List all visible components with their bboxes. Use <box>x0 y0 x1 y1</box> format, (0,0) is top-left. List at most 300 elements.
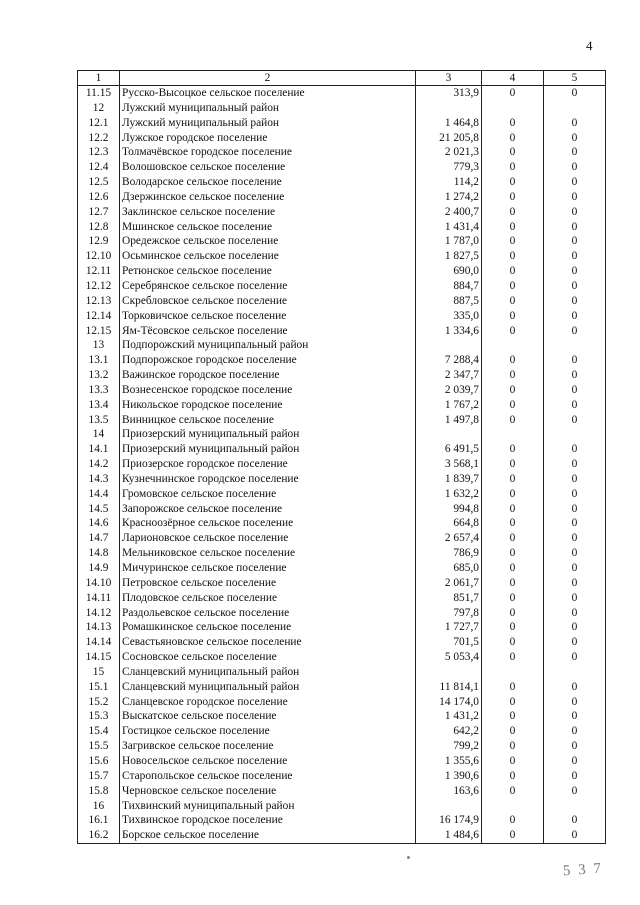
municipality-name-cell: Сланцевский муниципальный район <box>120 665 416 680</box>
col4-value-cell: 0 <box>482 606 544 621</box>
table-row <box>78 101 606 116</box>
amount-cell: 797,8 <box>416 606 482 621</box>
col4-value-cell: 0 <box>482 591 544 606</box>
row-number-cell: 15.5 <box>78 739 120 754</box>
municipality-name-cell: Осьминское сельское поселение <box>120 249 416 264</box>
col4-value-cell <box>482 338 544 353</box>
col4-value-cell: 0 <box>482 383 544 398</box>
amount-cell: 14 174,0 <box>416 695 482 710</box>
col4-value-cell: 0 <box>482 769 544 784</box>
row-number-cell: 14 <box>78 427 120 442</box>
row-number-cell: 12.11 <box>78 264 120 279</box>
col4-value-cell: 0 <box>482 650 544 665</box>
table-row <box>78 309 606 324</box>
amount-cell: 2 061,7 <box>416 576 482 591</box>
header-col-2: 2 <box>120 71 416 86</box>
table-row <box>78 695 606 710</box>
row-number-cell: 13 <box>78 338 120 353</box>
amount-cell: 994,8 <box>416 502 482 517</box>
col4-value-cell: 0 <box>482 368 544 383</box>
municipality-name-cell: Подпорожский муниципальный район <box>120 338 416 353</box>
row-number-cell: 14.7 <box>78 531 120 546</box>
amount-cell: 114,2 <box>416 175 482 190</box>
row-number-cell: 16.1 <box>78 813 120 828</box>
col4-value-cell: 0 <box>482 190 544 205</box>
municipality-name-cell: Раздольевское сельское поселение <box>120 606 416 621</box>
row-number-cell: 14.8 <box>78 546 120 561</box>
amount-cell: 1 431,4 <box>416 220 482 235</box>
table-row <box>78 398 606 413</box>
col5-value-cell: 0 <box>544 220 606 235</box>
row-number-cell: 12.15 <box>78 324 120 339</box>
col5-value-cell: 0 <box>544 131 606 146</box>
amount-cell: 1 334,6 <box>416 324 482 339</box>
row-number-cell: 14.6 <box>78 516 120 531</box>
col4-value-cell: 0 <box>482 620 544 635</box>
municipality-name-cell: Красноозёрное сельское поселение <box>120 516 416 531</box>
municipality-name-cell: Плодовское сельское поселение <box>120 591 416 606</box>
col4-value-cell: 0 <box>482 234 544 249</box>
municipality-name-cell: Оредежское сельское поселение <box>120 234 416 249</box>
table-row <box>78 264 606 279</box>
col5-value-cell: 0 <box>544 769 606 784</box>
amount-cell: 335,0 <box>416 309 482 324</box>
municipality-name-cell: Выскатское сельское поселение <box>120 709 416 724</box>
amount-cell: 884,7 <box>416 279 482 294</box>
col4-value-cell: 0 <box>482 145 544 160</box>
amount-cell: 2 021,3 <box>416 145 482 160</box>
table-row <box>78 175 606 190</box>
municipality-name-cell: Подпорожское городское поселение <box>120 353 416 368</box>
col4-value-cell: 0 <box>482 220 544 235</box>
municipality-name-cell: Ретюнское сельское поселение <box>120 264 416 279</box>
amount-cell: 1 484,6 <box>416 828 482 843</box>
row-number-cell: 15.1 <box>78 680 120 695</box>
municipality-name-cell: Скребловское сельское поселение <box>120 294 416 309</box>
amount-cell: 16 174,9 <box>416 813 482 828</box>
header-row <box>78 71 606 86</box>
municipality-name-cell: Русско-Высоцкое сельское поселение <box>120 86 416 101</box>
col4-value-cell: 0 <box>482 531 544 546</box>
col5-value-cell: 0 <box>544 145 606 160</box>
row-number-cell: 14.15 <box>78 650 120 665</box>
col5-value-cell: 0 <box>544 279 606 294</box>
row-number-cell: 12.10 <box>78 249 120 264</box>
row-number-cell: 13.2 <box>78 368 120 383</box>
col4-value-cell: 0 <box>482 709 544 724</box>
row-number-cell: 12.2 <box>78 131 120 146</box>
table-row <box>78 190 606 205</box>
table-row <box>78 680 606 695</box>
row-number-cell: 12.6 <box>78 190 120 205</box>
municipality-name-cell: Мшинское сельское поселение <box>120 220 416 235</box>
col4-value-cell: 0 <box>482 249 544 264</box>
amount-cell: 21 205,8 <box>416 131 482 146</box>
table-row <box>78 487 606 502</box>
col5-value-cell: 0 <box>544 383 606 398</box>
table-row <box>78 368 606 383</box>
col4-value-cell: 0 <box>482 680 544 695</box>
municipality-name-cell: Громовское сельское поселение <box>120 487 416 502</box>
col5-value-cell <box>544 427 606 442</box>
row-number-cell: 14.2 <box>78 457 120 472</box>
amount-cell: 690,0 <box>416 264 482 279</box>
col5-value-cell: 0 <box>544 324 606 339</box>
amount-cell: 11 814,1 <box>416 680 482 695</box>
col5-value-cell: 0 <box>544 546 606 561</box>
col4-value-cell: 0 <box>482 309 544 324</box>
col4-value-cell: 0 <box>482 754 544 769</box>
table-row <box>78 279 606 294</box>
col5-value-cell: 0 <box>544 175 606 190</box>
amount-cell: 1 632,2 <box>416 487 482 502</box>
amount-cell: 1 827,5 <box>416 249 482 264</box>
row-number-cell: 12.9 <box>78 234 120 249</box>
col4-value-cell: 0 <box>482 576 544 591</box>
row-number-cell: 13.3 <box>78 383 120 398</box>
col5-value-cell <box>544 665 606 680</box>
municipality-name-cell: Ям-Тёсовское сельское поселение <box>120 324 416 339</box>
municipality-name-cell: Кузнечнинское городское поселение <box>120 472 416 487</box>
col5-value-cell: 0 <box>544 249 606 264</box>
col5-value-cell <box>544 338 606 353</box>
col4-value-cell: 0 <box>482 279 544 294</box>
municipality-name-cell: Дзержинское сельское поселение <box>120 190 416 205</box>
municipality-name-cell: Лужское городское поселение <box>120 131 416 146</box>
row-number-cell: 12.3 <box>78 145 120 160</box>
municipality-name-cell: Новосельское сельское поселение <box>120 754 416 769</box>
table-row <box>78 620 606 635</box>
amount-cell: 1 464,8 <box>416 116 482 131</box>
col5-value-cell: 0 <box>544 591 606 606</box>
table-row <box>78 546 606 561</box>
row-number-cell: 15 <box>78 665 120 680</box>
table-row <box>78 324 606 339</box>
municipality-name-cell: Толмачёвское городское поселение <box>120 145 416 160</box>
table-row <box>78 709 606 724</box>
amount-cell: 2 347,7 <box>416 368 482 383</box>
municipality-name-cell: Ларионовское сельское поселение <box>120 531 416 546</box>
municipality-name-cell: Никольское городское поселение <box>120 398 416 413</box>
amount-cell: 851,7 <box>416 591 482 606</box>
row-number-cell: 13.1 <box>78 353 120 368</box>
row-number-cell: 14.12 <box>78 606 120 621</box>
amount-cell: 1 767,2 <box>416 398 482 413</box>
table-header <box>78 71 606 86</box>
municipality-name-cell: Черновское сельское поселение <box>120 784 416 799</box>
handwritten-page-mark: 5 3 7 <box>562 860 604 880</box>
amount-cell: 1 431,2 <box>416 709 482 724</box>
row-number-cell: 15.8 <box>78 784 120 799</box>
col5-value-cell: 0 <box>544 205 606 220</box>
amount-cell: 685,0 <box>416 561 482 576</box>
col4-value-cell: 0 <box>482 86 544 101</box>
table-row <box>78 294 606 309</box>
municipality-name-cell: Вознесенское городское поселение <box>120 383 416 398</box>
table-row <box>78 160 606 175</box>
table-row <box>78 561 606 576</box>
table-row <box>78 576 606 591</box>
municipality-name-cell: Старопольское сельское поселение <box>120 769 416 784</box>
row-number-cell: 14.11 <box>78 591 120 606</box>
amount-cell: 163,6 <box>416 784 482 799</box>
table-row <box>78 205 606 220</box>
row-number-cell: 12.7 <box>78 205 120 220</box>
table-row <box>78 427 606 442</box>
table-row <box>78 116 606 131</box>
table-row <box>78 769 606 784</box>
amount-cell: 2 657,4 <box>416 531 482 546</box>
amount-cell: 799,2 <box>416 739 482 754</box>
municipality-name-cell: Винницкое сельское поселение <box>120 413 416 428</box>
row-number-cell: 14.9 <box>78 561 120 576</box>
header-col-1: 1 <box>78 71 120 86</box>
col4-value-cell: 0 <box>482 442 544 457</box>
col5-value-cell: 0 <box>544 709 606 724</box>
col5-value-cell: 0 <box>544 309 606 324</box>
row-number-cell: 14.4 <box>78 487 120 502</box>
col5-value-cell: 0 <box>544 502 606 517</box>
table-row <box>78 799 606 814</box>
municipality-name-cell: Петровское сельское поселение <box>120 576 416 591</box>
amount-cell: 6 491,5 <box>416 442 482 457</box>
municipality-name-cell: Сланцевский муниципальный район <box>120 680 416 695</box>
budget-table <box>77 70 606 844</box>
col5-value-cell: 0 <box>544 724 606 739</box>
amount-cell: 1 839,7 <box>416 472 482 487</box>
row-number-cell: 14.5 <box>78 502 120 517</box>
col5-value-cell: 0 <box>544 561 606 576</box>
table-row <box>78 220 606 235</box>
row-number-cell: 12.8 <box>78 220 120 235</box>
municipality-name-cell: Сланцевское городское поселение <box>120 695 416 710</box>
col5-value-cell: 0 <box>544 695 606 710</box>
amount-cell: 7 288,4 <box>416 353 482 368</box>
amount-cell: 1 787,0 <box>416 234 482 249</box>
municipality-name-cell: Торковичское сельское поселение <box>120 309 416 324</box>
col4-value-cell: 0 <box>482 472 544 487</box>
amount-cell <box>416 665 482 680</box>
col5-value-cell: 0 <box>544 516 606 531</box>
municipality-name-cell: Заклинское сельское поселение <box>120 205 416 220</box>
amount-cell: 887,5 <box>416 294 482 309</box>
col4-value-cell: 0 <box>482 695 544 710</box>
col5-value-cell: 0 <box>544 190 606 205</box>
col5-value-cell: 0 <box>544 353 606 368</box>
amount-cell: 3 568,1 <box>416 457 482 472</box>
row-number-cell: 16 <box>78 799 120 814</box>
col4-value-cell: 0 <box>482 724 544 739</box>
col4-value-cell: 0 <box>482 353 544 368</box>
col5-value-cell <box>544 101 606 116</box>
amount-cell: 313,9 <box>416 86 482 101</box>
col5-value-cell: 0 <box>544 531 606 546</box>
table-row <box>78 665 606 680</box>
row-number-cell: 14.14 <box>78 635 120 650</box>
col5-value-cell: 0 <box>544 86 606 101</box>
col4-value-cell: 0 <box>482 561 544 576</box>
col4-value-cell: 0 <box>482 635 544 650</box>
col4-value-cell: 0 <box>482 324 544 339</box>
col4-value-cell: 0 <box>482 116 544 131</box>
amount-cell: 2 039,7 <box>416 383 482 398</box>
col5-value-cell: 0 <box>544 116 606 131</box>
page-number: 4 <box>586 38 593 53</box>
table-row <box>78 754 606 769</box>
amount-cell: 1 355,6 <box>416 754 482 769</box>
header-col-4: 4 <box>482 71 544 86</box>
municipality-name-cell: Приозерский муниципальный район <box>120 442 416 457</box>
table-row <box>78 502 606 517</box>
col5-value-cell: 0 <box>544 754 606 769</box>
col5-value-cell: 0 <box>544 457 606 472</box>
table-row <box>78 784 606 799</box>
row-number-cell: 14.13 <box>78 620 120 635</box>
table-row <box>78 606 606 621</box>
col5-value-cell: 0 <box>544 606 606 621</box>
col5-value-cell: 0 <box>544 739 606 754</box>
table-row <box>78 413 606 428</box>
col5-value-cell: 0 <box>544 264 606 279</box>
col4-value-cell: 0 <box>482 828 544 843</box>
row-number-cell: 12.1 <box>78 116 120 131</box>
col5-value-cell: 0 <box>544 160 606 175</box>
municipality-name-cell: Запорожское сельское поселение <box>120 502 416 517</box>
municipality-name-cell: Володарское сельское поселение <box>120 175 416 190</box>
col4-value-cell: 0 <box>482 205 544 220</box>
row-number-cell: 15.6 <box>78 754 120 769</box>
amount-cell: 1 390,6 <box>416 769 482 784</box>
header-col-3: 3 <box>416 71 482 86</box>
municipality-name-cell: Ромашкинское сельское поселение <box>120 620 416 635</box>
col5-value-cell: 0 <box>544 635 606 650</box>
col4-value-cell: 0 <box>482 502 544 517</box>
amount-cell: 1 497,8 <box>416 413 482 428</box>
municipality-name-cell: Мельниковское сельское поселение <box>120 546 416 561</box>
col5-value-cell: 0 <box>544 487 606 502</box>
col4-value-cell: 0 <box>482 131 544 146</box>
col5-value-cell: 0 <box>544 398 606 413</box>
col4-value-cell <box>482 101 544 116</box>
table-row <box>78 338 606 353</box>
table-row <box>78 739 606 754</box>
col4-value-cell: 0 <box>482 487 544 502</box>
col4-value-cell: 0 <box>482 546 544 561</box>
table-row <box>78 131 606 146</box>
amount-cell <box>416 338 482 353</box>
amount-cell: 1 727,7 <box>416 620 482 635</box>
municipality-name-cell: Сосновское сельское поселение <box>120 650 416 665</box>
col4-value-cell: 0 <box>482 457 544 472</box>
col5-value-cell: 0 <box>544 294 606 309</box>
col5-value-cell: 0 <box>544 368 606 383</box>
table-row <box>78 813 606 828</box>
amount-cell <box>416 101 482 116</box>
amount-cell: 779,3 <box>416 160 482 175</box>
amount-cell: 664,8 <box>416 516 482 531</box>
col5-value-cell: 0 <box>544 472 606 487</box>
municipality-name-cell: Лужский муниципальный район <box>120 101 416 116</box>
row-number-cell: 15.7 <box>78 769 120 784</box>
table-row <box>78 635 606 650</box>
municipality-name-cell: Тихвинское городское поселение <box>120 813 416 828</box>
amount-cell: 786,9 <box>416 546 482 561</box>
row-number-cell: 13.4 <box>78 398 120 413</box>
row-number-cell: 14.3 <box>78 472 120 487</box>
table-row <box>78 383 606 398</box>
col5-value-cell: 0 <box>544 813 606 828</box>
table-row <box>78 145 606 160</box>
row-number-cell: 15.3 <box>78 709 120 724</box>
col4-value-cell: 0 <box>482 160 544 175</box>
row-number-cell: 14.1 <box>78 442 120 457</box>
col4-value-cell <box>482 799 544 814</box>
table-body <box>78 86 606 844</box>
row-number-cell: 12 <box>78 101 120 116</box>
table-row <box>78 442 606 457</box>
col4-value-cell: 0 <box>482 175 544 190</box>
col4-value-cell <box>482 427 544 442</box>
municipality-name-cell: Загривское сельское поселение <box>120 739 416 754</box>
table-row <box>78 591 606 606</box>
col5-value-cell: 0 <box>544 234 606 249</box>
amount-cell: 1 274,2 <box>416 190 482 205</box>
table-row <box>78 650 606 665</box>
col4-value-cell <box>482 665 544 680</box>
row-number-cell: 11.15 <box>78 86 120 101</box>
col4-value-cell: 0 <box>482 813 544 828</box>
municipality-name-cell: Севастьяновское сельское поселение <box>120 635 416 650</box>
col4-value-cell: 0 <box>482 413 544 428</box>
municipality-name-cell: Важинское городское поселение <box>120 368 416 383</box>
amount-cell <box>416 427 482 442</box>
col5-value-cell: 0 <box>544 828 606 843</box>
amount-cell <box>416 799 482 814</box>
table-row <box>78 472 606 487</box>
table-row <box>78 234 606 249</box>
row-number-cell: 12.5 <box>78 175 120 190</box>
municipality-name-cell: Гостицкое сельское поселение <box>120 724 416 739</box>
municipality-name-cell: Борское сельское поселение <box>120 828 416 843</box>
municipality-name-cell: Приозерский муниципальный район <box>120 427 416 442</box>
table-row <box>78 724 606 739</box>
table-row <box>78 828 606 843</box>
municipality-name-cell: Приозерское городское поселение <box>120 457 416 472</box>
header-col-5: 5 <box>544 71 606 86</box>
col4-value-cell: 0 <box>482 264 544 279</box>
col4-value-cell: 0 <box>482 784 544 799</box>
row-number-cell: 12.13 <box>78 294 120 309</box>
col4-value-cell: 0 <box>482 398 544 413</box>
row-number-cell: 15.2 <box>78 695 120 710</box>
col5-value-cell: 0 <box>544 650 606 665</box>
col5-value-cell: 0 <box>544 442 606 457</box>
row-number-cell: 12.4 <box>78 160 120 175</box>
municipality-name-cell: Лужский муниципальный район <box>120 116 416 131</box>
municipality-name-cell: Серебрянское сельское поселение <box>120 279 416 294</box>
col4-value-cell: 0 <box>482 294 544 309</box>
municipality-name-cell: Мичуринское сельское поселение <box>120 561 416 576</box>
row-number-cell: 12.12 <box>78 279 120 294</box>
col5-value-cell: 0 <box>544 413 606 428</box>
row-number-cell: 15.4 <box>78 724 120 739</box>
amount-cell: 2 400,7 <box>416 205 482 220</box>
row-number-cell: 14.10 <box>78 576 120 591</box>
amount-cell: 642,2 <box>416 724 482 739</box>
row-number-cell: 13.5 <box>78 413 120 428</box>
municipality-name-cell: Волошовское сельское поселение <box>120 160 416 175</box>
table-row <box>78 457 606 472</box>
